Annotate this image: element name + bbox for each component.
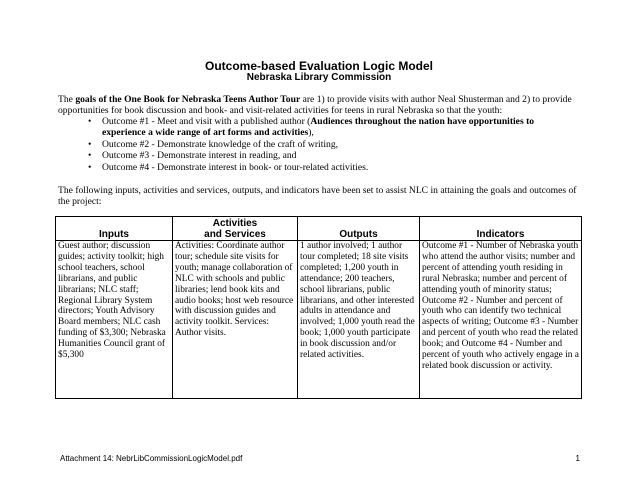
bullet-icon: •: [88, 161, 92, 173]
header-inputs: Inputs: [56, 217, 173, 241]
outcome-text: Outcome #1 - Meet and visit with a published author (: [102, 116, 311, 127]
outcome-item-4: [88, 162, 568, 173]
table-header-row: [56, 217, 582, 241]
outcome-bold: Audiences throughout the nation have opportunities to experience a wide range of art forms and activities: [102, 116, 535, 139]
outcome-text: Outcome #3 - Demonstrate interest in reading, and: [102, 150, 297, 162]
outcome-item-3: [88, 150, 568, 161]
table-row: [56, 241, 582, 399]
footer-page-number: 1: [575, 454, 580, 463]
cell-indicators: Outcome #1 - Number of Nebraska youth who attend the author visits; number and percent of attending youth residing in rural Nebraska; number and percent of attending youth of minority status; Outcome #2 - Number and percent of youth who can identify two technical aspects of writing; Outcome #3 - Number and percent of youth who read the related book; and Outcome #4 - Number and percent of youth who actively engage in a related book discussion or activity.: [420, 241, 582, 399]
header-indicators: Indicators: [420, 217, 582, 241]
outcome-text: Outcome #2 - Demonstrate knowledge of the craft of writing,: [102, 138, 339, 150]
page-title: Outcome-based Evaluation Logic Model: [204, 59, 434, 73]
header-activities: [173, 217, 298, 241]
footer-filename: Attachment 14: NebrLibCommissionLogicModel.pdf: [60, 454, 243, 463]
intro-lead: The: [58, 94, 76, 105]
bullet-icon: •: [88, 150, 92, 162]
cell-activities: Activities: Coordinate author tour; schedule site visits for youth; manage collaboration of NLC with schools and public libraries; lend book kits and audio books; host web resource with discussion guides and activity toolkit. Services: Author visits.: [173, 241, 298, 399]
intro-goals-bold: goals of the One Book for Nebraska Teens Author Tour: [75, 94, 301, 105]
outcome-after: ),: [308, 127, 314, 139]
bullet-icon: •: [88, 116, 92, 127]
logic-model-table: [55, 216, 582, 399]
outcome-item-2: [88, 139, 568, 150]
following-paragraph: The following inputs, activities and services, outputs, and indicators have been set to assist NLC in attaining the goals and outcomes of the project:: [58, 185, 577, 208]
outcome-text: Outcome #4 - Demonstrate interest in book- or tour-related activities.: [102, 161, 369, 173]
header-activities-line2: and Services: [204, 229, 266, 240]
header-activities-line1: Activities: [212, 218, 258, 229]
cell-inputs: Guest author; discussion guides; activity toolkit; high school teachers, school librarians, and public librarians; NLC staff; Regional Library System directors; Youth Advisory Board members; NLC cash funding of $3,300; Nebraska Humanities Council grant of $5,300: [56, 241, 173, 399]
intro-paragraph: [58, 94, 588, 117]
bullet-icon: •: [88, 138, 92, 150]
cell-outputs: 1 author involved; 1 author tour completed; 18 site visits completed; 1,200 youth in attendance; 200 teachers, school librarians, public librarians, and other interested adults in attendance and involved; 1,000 youth read the book; 1,000 youth participate in book discussion and/or related activities.: [298, 241, 420, 399]
intro-rest: are 1) to provide visits with author Neal Shusterman and 2) to provide opportunities for book discussion and book- and visit-related activities for teens in rural Nebraska so that the youth:: [58, 94, 572, 117]
page-subtitle: Nebraska Library Commission: [246, 72, 392, 83]
outcomes-list: [88, 116, 568, 173]
outcome-item-1: [88, 116, 568, 139]
header-outputs: Outputs: [298, 217, 420, 241]
